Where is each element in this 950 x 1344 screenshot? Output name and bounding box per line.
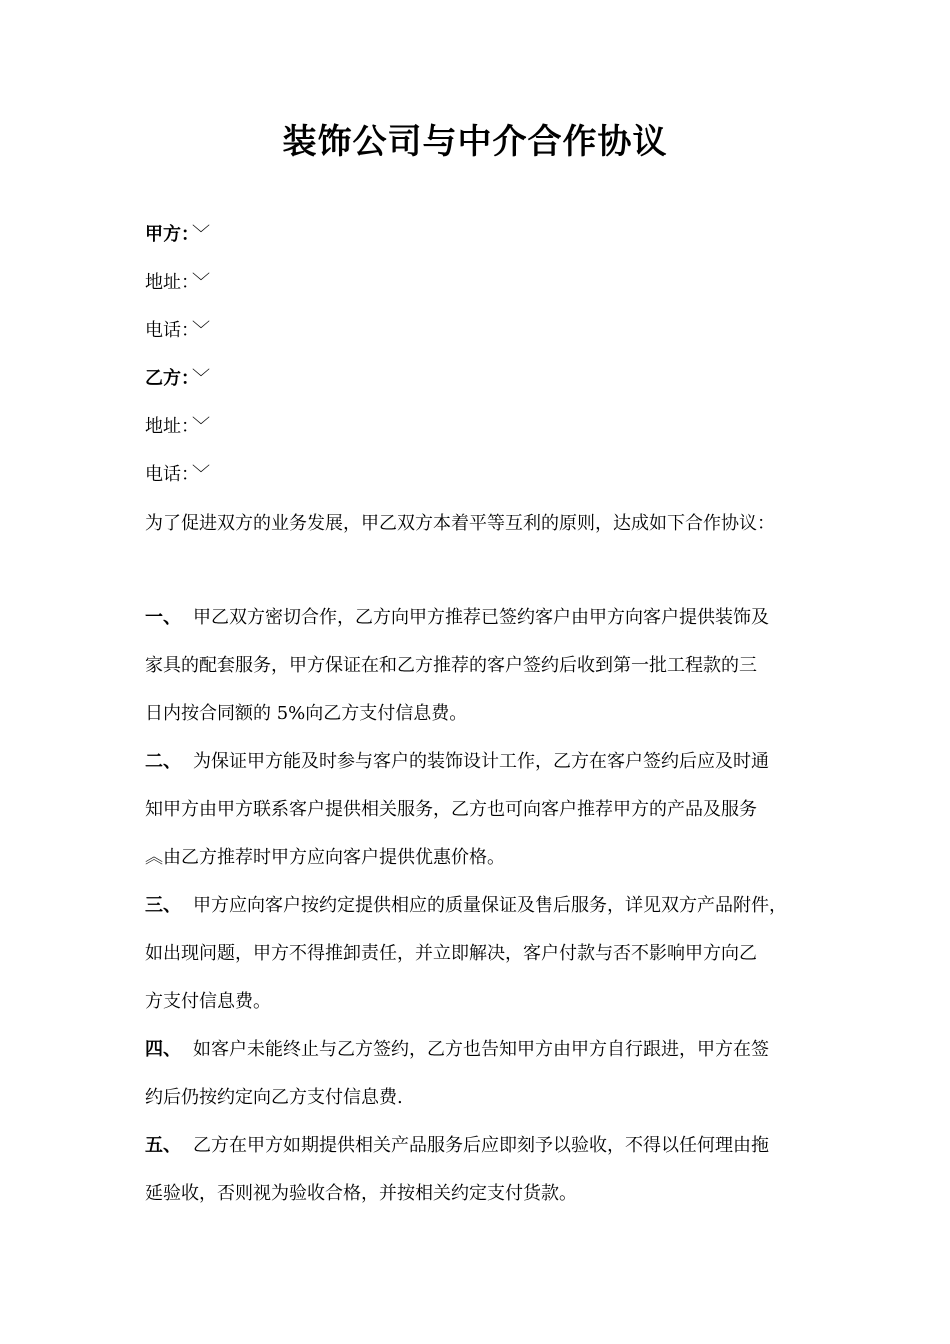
clause-5-line-1 — [145, 1133, 769, 1159]
clause-1-line-3: 日内按合同额的 5%向乙方支付信息费。 — [145, 703, 468, 724]
party-a-address-value: ﹀ — [192, 272, 210, 293]
clause-2-line-2: 知甲方由甲方联系客户提供相关服务，乙方也可向客户推荐甲方的产品及服务 — [145, 799, 757, 820]
party-a-phone-value: ﹀ — [192, 320, 210, 341]
party-b-address-label: 地址： — [145, 416, 190, 437]
party-a-address-label: 地址： — [145, 272, 190, 293]
party-b-address-field — [145, 414, 210, 440]
party-a-phone-field — [145, 318, 210, 344]
clause-3-line-2: 如出现问题，甲方不得推卸责任，并立即解决，客户付款与否不影响甲方向乙 — [145, 943, 757, 964]
clause-text: 甲乙双方密切合作，乙方向甲方推荐已签约客户由甲方向客户提供装饰及 — [193, 607, 769, 628]
party-b-label: 乙方： — [145, 368, 190, 389]
clause-3-line-1 — [145, 893, 787, 919]
party-b-address-value: ﹀ — [192, 416, 210, 437]
clause-text: 如客户未能终止与乙方签约，乙方也告知甲方由甲方自行跟进，甲方在签 — [193, 1039, 769, 1060]
clause-text: 乙方在甲方如期提供相关产品服务后应即刻予以验收，不得以任何理由拖 — [193, 1135, 769, 1156]
party-a-value: ﹀ — [192, 224, 210, 245]
clause-5-line-2: 延验收，否则视为验收合格，并按相关约定支付货款。 — [145, 1183, 577, 1204]
clause-4-number: 四、 — [145, 1039, 181, 1060]
clause-1-line-1 — [145, 605, 769, 631]
document-title: 装饰公司与中介合作协议 — [282, 122, 668, 162]
party-b-field — [145, 366, 210, 392]
party-b-value: ﹀ — [192, 368, 210, 389]
clause-5-number: 五、 — [145, 1135, 181, 1156]
party-a-address-field — [145, 270, 210, 296]
party-a-phone-label: 电话： — [145, 320, 190, 341]
clause-text: 为保证甲方能及时参与客户的装饰设计工作，乙方在客户签约后应及时通 — [193, 751, 769, 772]
intro-paragraph: 为了促进双方的业务发展，甲乙双方本着平等互利的原则，达成如下合作协议： — [145, 513, 775, 534]
party-b-phone-label: 电话： — [145, 464, 190, 485]
clause-2-line-3: ︽由乙方推荐时甲方应向客户提供优惠价格。 — [145, 847, 505, 868]
clause-1-number: 一、 — [145, 607, 181, 628]
party-a-field — [145, 222, 210, 248]
clause-3-line-3: 方支付信息费。 — [145, 991, 271, 1012]
party-b-phone-field — [145, 462, 210, 488]
clause-3-number: 三、 — [145, 895, 181, 916]
clause-2-number: 二、 — [145, 751, 181, 772]
clause-4-line-1 — [145, 1037, 769, 1063]
clause-2-line-1 — [145, 749, 769, 775]
party-a-label: 甲方： — [145, 224, 190, 245]
clause-1-line-2: 家具的配套服务，甲方保证在和乙方推荐的客户签约后收到第一批工程款的三 — [145, 655, 757, 676]
clause-text: 甲方应向客户按约定提供相应的质量保证及售后服务，详见双方产品附件， — [193, 895, 787, 916]
party-b-phone-value: ﹀ — [192, 464, 210, 485]
clause-4-line-2: 约后仍按约定向乙方支付信息费. — [145, 1087, 403, 1108]
